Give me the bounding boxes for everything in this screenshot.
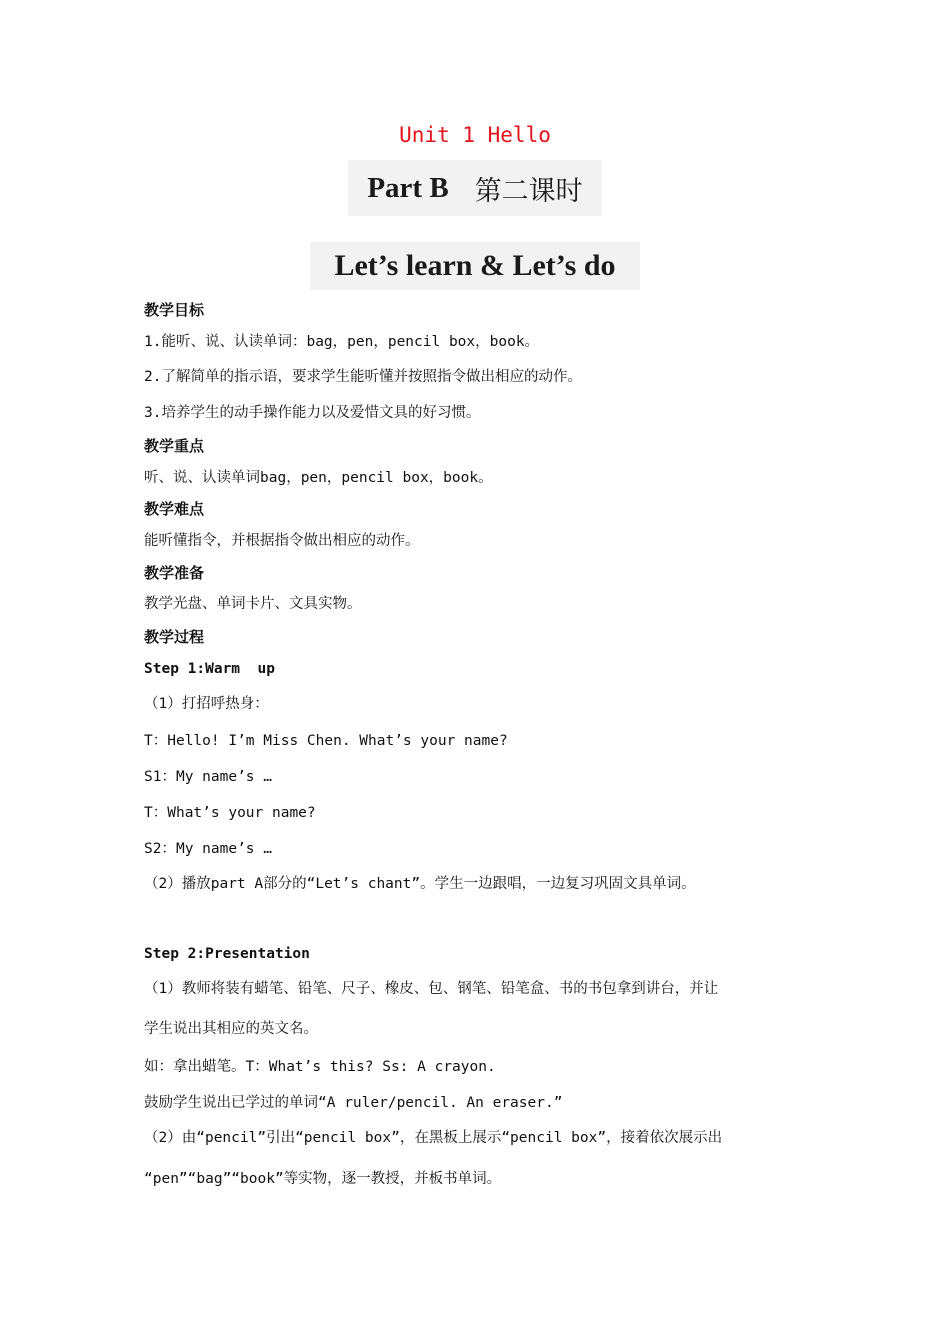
- preparation-text: 教学光盘、单词卡片、文具实物。: [144, 596, 362, 612]
- step1-line: S2：My name’s …: [144, 841, 272, 857]
- step2-line: （1）教师将装有蜡笔、铅笔、尺子、橡皮、包、钢笔、铅笔盒、书的书包拿到讲台，并让: [144, 981, 719, 997]
- step1-line: （2）播放part A部分的“Let’s chant”。学生一边跟唱，一边复习巩固文具单词。: [144, 876, 696, 892]
- lesson-banner: Let’s learn & Let’s do: [310, 242, 640, 290]
- part-banner-cn: 第二课时: [474, 175, 583, 207]
- goal-item: 1.能听、说、认读单词：bag，pen，pencil box，book。: [144, 334, 540, 350]
- step2-line: 鼓励学生说出已学过的单词“A ruler/pencil. An eraser.”: [144, 1095, 563, 1111]
- difficulty-heading: 教学难点: [144, 500, 205, 518]
- unit-title: Unit 1 Hello: [399, 123, 551, 147]
- step2-line: （2）由“pencil”引出“pencil box”，在黑板上展示“pencil box”，接着依次展示出: [144, 1130, 723, 1146]
- process-heading: 教学过程: [144, 628, 205, 646]
- part-banner-en: Part B: [367, 171, 449, 204]
- part-banner: [348, 160, 602, 216]
- step1-line: T：What’s your name?: [144, 805, 316, 821]
- step2-title: Step 2:Presentation: [144, 946, 310, 962]
- goal-item: 3.培养学生的动手操作能力以及爱惜文具的好习惯。: [144, 405, 481, 421]
- step1-line: T：Hello! I’m Miss Chen. What’s your name?: [144, 733, 508, 749]
- goals-heading: 教学目标: [144, 301, 205, 319]
- step1-title: Step 1:Warm up: [144, 661, 275, 677]
- goal-item: 2.了解简单的指示语，要求学生能听懂并按照指令做出相应的动作。: [144, 369, 582, 385]
- step2-line: 如：拿出蜡笔。T：What’s this? Ss: A crayon.: [144, 1059, 496, 1075]
- step2-line: “pen”“bag”“book”等实物，逐一教授，并板书单词。: [144, 1171, 502, 1187]
- step1-line: （1）打招呼热身：: [144, 696, 269, 712]
- step2-line: 学生说出其相应的英文名。: [144, 1021, 318, 1037]
- step1-line: S1：My name’s …: [144, 769, 272, 785]
- key-points-heading: 教学重点: [144, 437, 205, 455]
- difficulty-text: 能听懂指令，并根据指令做出相应的动作。: [144, 533, 420, 549]
- key-points-text: 听、说、认读单词bag，pen，pencil box，book。: [144, 470, 493, 486]
- preparation-heading: 教学准备: [144, 564, 205, 582]
